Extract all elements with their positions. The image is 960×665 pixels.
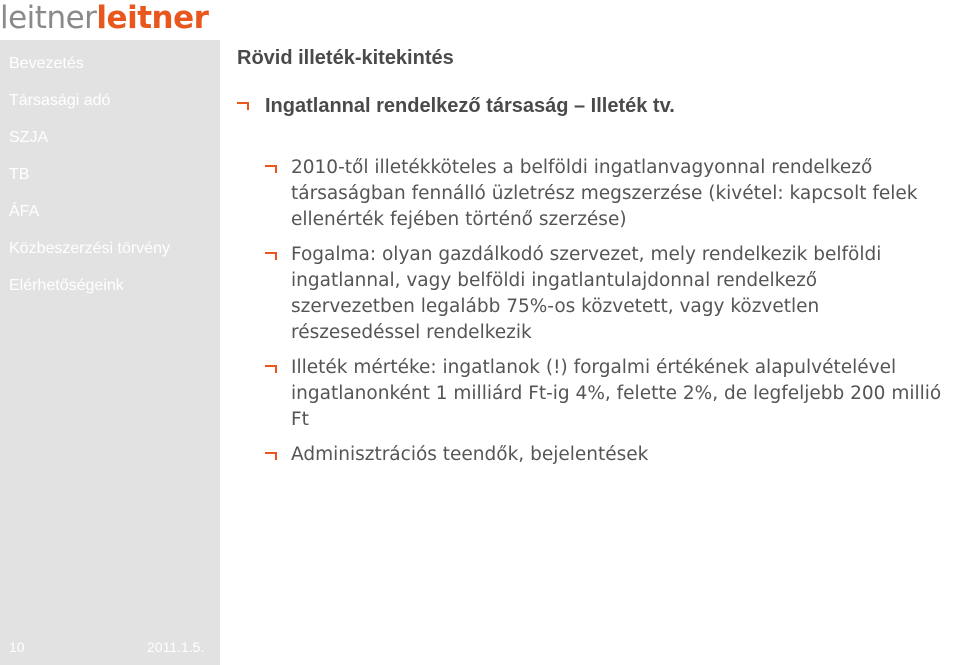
- logo: [0, 0, 208, 40]
- sidebar-item-bevezetes[interactable]: Bevezetés: [9, 55, 84, 72]
- logo-grey-text: leitner: [0, 0, 97, 36]
- list-item-text: 2010-től illetékköteles a belföldi ingatlanvagyonnal rendelkező társaságban fennálló üzletrész megszerzése (kivétel: kapcsolt felek ellenérték fejében történő szerzése): [291, 157, 918, 230]
- slide-date: 2011.1.5.: [147, 639, 205, 655]
- bullet-marker-icon: [265, 165, 277, 173]
- list-item: [265, 355, 945, 433]
- list-item-text: Fogalma: olyan gazdálkodó szervezet, mely rendelkezik belföldi ingatlannal, vagy belföldi ingatlantulajdonnal rendelkező szervezetben legalább 75%-os közvetett, vagy közvetlen részesedéssel rendelkezik: [291, 244, 882, 343]
- list-item: [265, 242, 945, 346]
- page-number: 10: [9, 639, 25, 655]
- sidebar-item-szja[interactable]: SZJA: [9, 129, 49, 146]
- sidebar-item-elerhetosegeink[interactable]: Elérhetőségeink: [9, 277, 124, 294]
- list-item: [265, 155, 945, 233]
- bullet-marker-icon: [265, 452, 277, 460]
- bullet-marker-icon: [265, 252, 277, 260]
- sidebar-item-afa[interactable]: ÁFA: [9, 203, 40, 220]
- bullet-list: [265, 155, 945, 477]
- sidebar-item-kozbeszerzes[interactable]: Közbeszerzési törvény: [9, 240, 170, 257]
- list-item: [265, 442, 945, 468]
- bullet-marker-icon: [237, 102, 249, 110]
- sidebar-item-tarsasagi-ado[interactable]: Társasági adó: [9, 92, 111, 109]
- section-subtitle: [237, 95, 940, 118]
- logo-orange-text: leitner: [96, 0, 209, 36]
- sidebar-nav: [9, 54, 170, 313]
- list-item-text: Illeték mértéke: ingatlanok (!) forgalmi értékének alapulvételével ingatlanonként 1 milliárd Ft-ig 4%, felette 2%, de legfeljebb 200 millió Ft: [291, 357, 942, 430]
- sidebar-item-tb[interactable]: TB: [9, 166, 30, 183]
- sidebar: [0, 40, 220, 665]
- list-item-text: Adminisztrációs teendők, bejelentések: [291, 444, 649, 465]
- subtitle-text: Ingatlannal rendelkező társaság – Illeték tv.: [265, 95, 675, 117]
- page-title: Rövid illeték-kitekintés: [237, 47, 454, 69]
- bullet-marker-icon: [265, 365, 277, 373]
